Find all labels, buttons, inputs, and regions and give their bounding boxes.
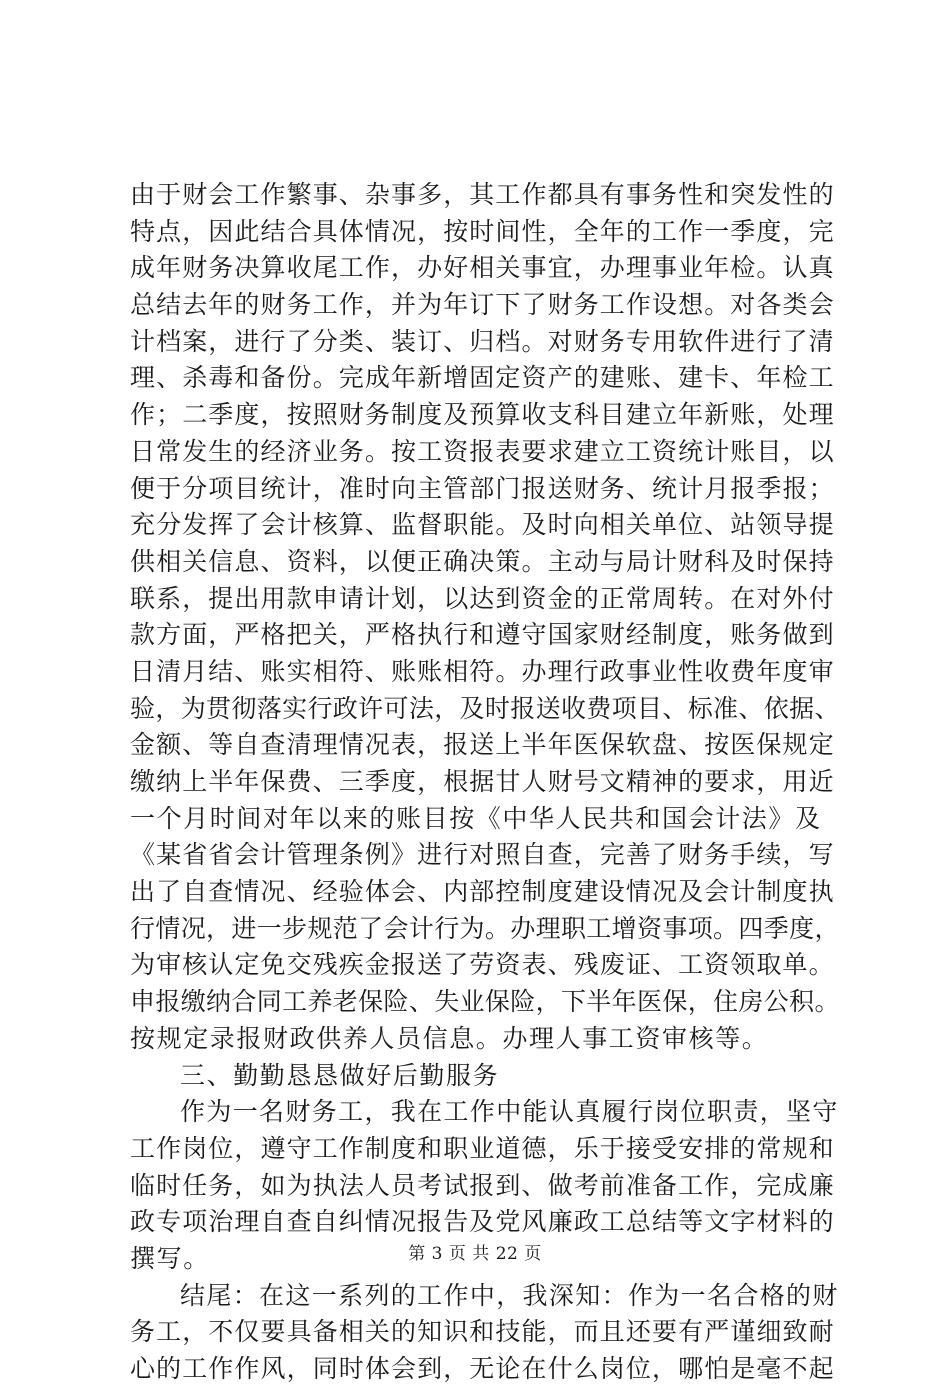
- text-line: 充分发挥了会计核算、监督职能。及时向相关单位、站领导提: [130, 510, 835, 540]
- text-line: 政专项治理自查自纠情况报告及党风廉政工总结等文字材料的: [130, 1207, 835, 1237]
- page-number-footer: 第 3 页 共 22 页: [408, 1244, 542, 1264]
- text-line: 日清月结、账实相符、账账相符。办理行政事业性收费年度审: [130, 656, 835, 686]
- text-line: 供相关信息、资料，以便正确决策。主动与局计财科及时保持: [130, 546, 835, 576]
- text-line: 计档案，进行了分类、装订、归档。对财务专用软件进行了清: [130, 326, 835, 356]
- text-line: 联系，提出用款申请计划，以达到资金的正常周转。在对外付: [130, 583, 835, 613]
- text-line: 工作岗位，遵守工作制度和职业道德，乐于接受安排的常规和: [130, 1133, 835, 1163]
- text-line: 行情况，进一步规范了会计行为。办理职工增资事项。四季度，: [130, 913, 840, 943]
- text-line: 作为一名财务工，我在工作中能认真履行岗位职责，坚守: [180, 1097, 839, 1127]
- text-line: 一个月时间对年以来的账目按《中华人民共和国会计法》及: [130, 803, 822, 833]
- text-line: 《某省省会计管理条例》进行对照自查，完善了财务手续，写: [130, 840, 835, 870]
- text-line: 缴纳上半年保费、三季度，根据甘人财号文精神的要求，用近: [130, 767, 835, 796]
- text-line: 理、杀毒和备份。完成年新增固定资产的建账、建卡、年检工: [130, 363, 835, 393]
- text-line: 为审核认定免交残疾金报送了劳资表、残废证、工资领取单。: [130, 950, 835, 980]
- text-line: 结尾：在这一系列的工作中，我深知：作为一名合格的财: [180, 1280, 839, 1310]
- text-line: 款方面，严格把关，严格执行和遵守国家财经制度，账务做到: [130, 620, 835, 650]
- section-heading: 三、勤勤恳恳做好后勤服务: [180, 1060, 500, 1090]
- text-line: 申报缴纳合同工养老保险、失业保险，下半年医保，住房公积。: [130, 987, 840, 1017]
- document-body: [130, 177, 840, 1388]
- text-line: 总结去年的财务工作，并为年订下了财务工作设想。对各类会: [130, 290, 835, 320]
- text-line: 特点，因此结合具体情况，按时间性，全年的工作一季度，完: [130, 216, 835, 246]
- text-line: 日常发生的经济业务。按工资报表要求建立工资统计账目，以: [130, 436, 835, 466]
- text-line: 验，为贯彻落实行政许可法，及时报送收费项目、标准、依据、: [130, 693, 840, 723]
- text-line: 临时任务，如为执法人员考试报到、做考前准备工作，完成廉: [130, 1170, 835, 1200]
- text-line: 成年财务决算收尾工作，办好相关事宜，办理事业年检。认真: [130, 253, 835, 283]
- text-line: 由于财会工作繁事、杂事多，其工作都具有事务性和突发性的: [130, 180, 835, 209]
- text-line: 心的工作作风，同时体会到，无论在什么岗位，哪怕是毫不起: [130, 1354, 835, 1383]
- text-line: 务工，不仅要具备相关的知识和技能，而且还要有严谨细致耐: [130, 1317, 835, 1347]
- text-line: 按规定录报财政供养人员信息。办理人事工资审核等。: [130, 1023, 769, 1053]
- text-line: 金额、等自查清理情况表，报送上半年医保软盘、按医保规定: [130, 730, 835, 760]
- text-line: 撰写。: [130, 1243, 210, 1273]
- text-line: 便于分项目统计，准时向主管部门报送财务、统计月报季报；: [130, 473, 835, 503]
- text-line: 作；二季度，按照财务制度及预算收支科目建立年新账，处理: [130, 400, 835, 430]
- text-line: 出了自查情况、经验体会、内部控制度建设情况及会计制度执: [130, 877, 835, 907]
